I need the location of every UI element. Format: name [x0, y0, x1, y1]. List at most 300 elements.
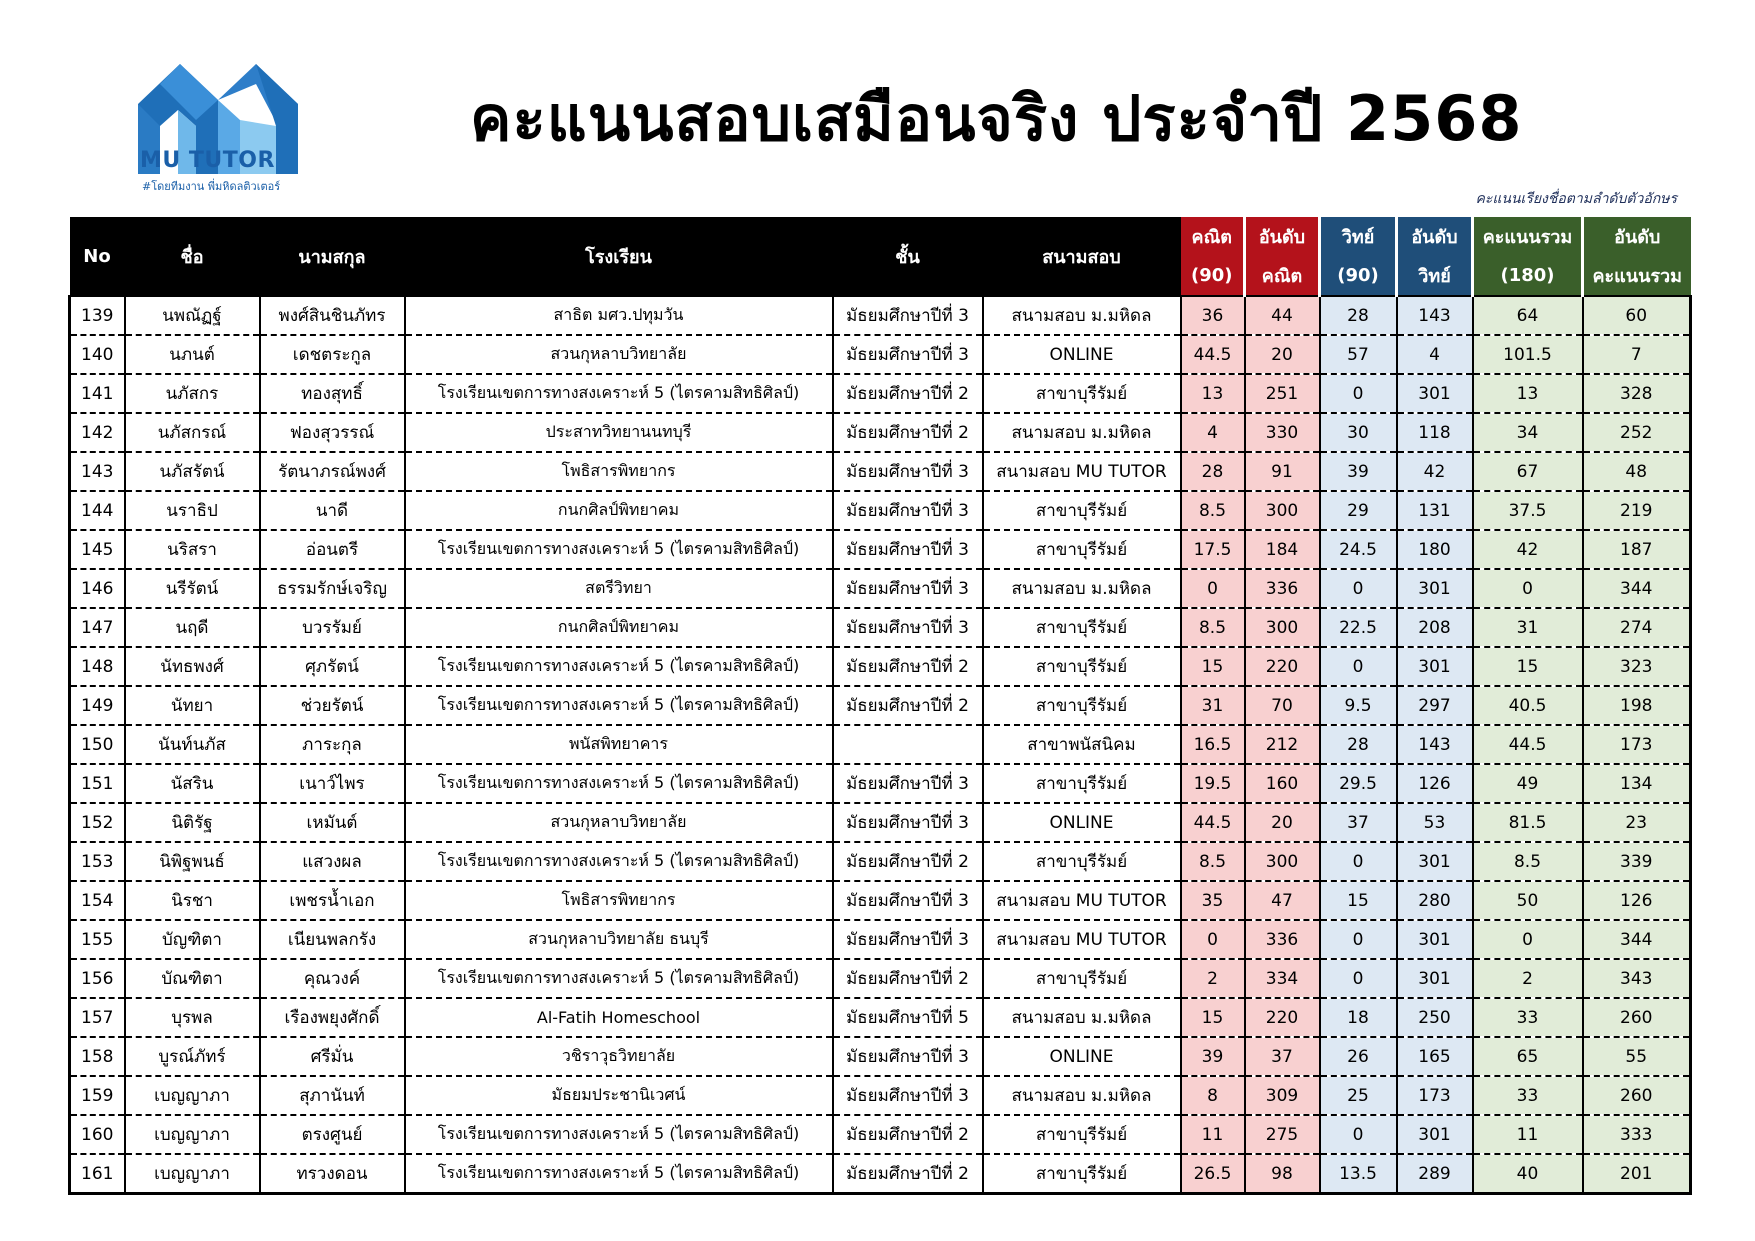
header-science-rank-sub: วิทย์ [1397, 256, 1473, 296]
science-score-cell: 37 [1320, 803, 1397, 842]
exam-venue-cell: ONLINE [983, 803, 1181, 842]
table-row [70, 335, 1691, 374]
table-row [70, 881, 1691, 920]
math-rank-cell: 309 [1245, 1076, 1320, 1115]
science-rank-cell: 250 [1397, 998, 1473, 1037]
total-rank-cell: 344 [1583, 920, 1691, 959]
student-surname-cell: เนาว์ไพร [260, 764, 405, 803]
student-name-cell: เบญญาภา [125, 1154, 260, 1194]
science-score-cell: 26 [1320, 1037, 1397, 1076]
grade-cell: มัธยมศึกษาปีที่ 5 [833, 998, 983, 1037]
science-score-cell: 29 [1320, 491, 1397, 530]
student-surname-cell: เนียนพลกรัง [260, 920, 405, 959]
table-row [70, 608, 1691, 647]
header-no: No [70, 217, 125, 296]
math-rank-cell: 300 [1245, 491, 1320, 530]
total-score-cell: 34 [1473, 413, 1583, 452]
math-score-cell: 0 [1181, 920, 1245, 959]
science-score-cell: 29.5 [1320, 764, 1397, 803]
row-no-cell: 150 [70, 725, 125, 764]
student-surname-cell: เพชรน้ำเอก [260, 881, 405, 920]
school-cell: สตรีวิทยา [405, 569, 833, 608]
student-surname-cell: ช่วยรัตน์ [260, 686, 405, 725]
row-no-cell: 144 [70, 491, 125, 530]
row-no-cell: 158 [70, 1037, 125, 1076]
row-no-cell: 160 [70, 1115, 125, 1154]
school-cell: ประสาทวิทยานนทบุรี [405, 413, 833, 452]
total-rank-cell: 55 [1583, 1037, 1691, 1076]
total-rank-cell: 323 [1583, 647, 1691, 686]
total-score-cell: 13 [1473, 374, 1583, 413]
math-score-cell: 8.5 [1181, 491, 1245, 530]
science-rank-cell: 208 [1397, 608, 1473, 647]
grade-cell: มัธยมศึกษาปีที่ 3 [833, 335, 983, 374]
total-score-cell: 50 [1473, 881, 1583, 920]
student-surname-cell: สุภานันท์ [260, 1076, 405, 1115]
brand-tagline: #โดยทีมงาน พี่มหิดลติวเตอร์ [142, 180, 281, 193]
math-rank-cell: 275 [1245, 1115, 1320, 1154]
math-rank-cell: 44 [1245, 296, 1320, 335]
science-rank-cell: 126 [1397, 764, 1473, 803]
math-rank-cell: 220 [1245, 647, 1320, 686]
math-rank-cell: 47 [1245, 881, 1320, 920]
math-score-cell: 15 [1181, 998, 1245, 1037]
row-no-cell: 155 [70, 920, 125, 959]
grade-cell: มัธยมศึกษาปีที่ 2 [833, 842, 983, 881]
math-score-cell: 19.5 [1181, 764, 1245, 803]
grade-cell: มัธยมศึกษาปีที่ 2 [833, 959, 983, 998]
grade-cell: มัธยมศึกษาปีที่ 3 [833, 1037, 983, 1076]
student-name-cell: นัทธพงศ์ [125, 647, 260, 686]
science-rank-cell: 4 [1397, 335, 1473, 374]
exam-venue-cell: สาขาพนัสนิคม [983, 725, 1181, 764]
grade-cell: มัธยมศึกษาปีที่ 2 [833, 374, 983, 413]
science-score-cell: 30 [1320, 413, 1397, 452]
exam-venue-cell: สนามสอบ MU TUTOR [983, 452, 1181, 491]
science-rank-cell: 173 [1397, 1076, 1473, 1115]
total-score-cell: 37.5 [1473, 491, 1583, 530]
header-science-rank: อันดับ [1397, 217, 1473, 256]
science-score-cell: 13.5 [1320, 1154, 1397, 1194]
student-name-cell: นริสรา [125, 530, 260, 569]
total-score-cell: 40.5 [1473, 686, 1583, 725]
brand-name: MU TUTOR [140, 148, 275, 173]
student-surname-cell: คุณวงค์ [260, 959, 405, 998]
header-science: วิทย์ [1320, 217, 1397, 256]
science-rank-cell: 301 [1397, 842, 1473, 881]
math-rank-cell: 300 [1245, 842, 1320, 881]
science-score-cell: 39 [1320, 452, 1397, 491]
row-no-cell: 145 [70, 530, 125, 569]
total-score-cell: 33 [1473, 1076, 1583, 1115]
math-rank-cell: 98 [1245, 1154, 1320, 1194]
header-math-rank-sub: คณิต [1245, 256, 1320, 296]
row-no-cell: 147 [70, 608, 125, 647]
total-rank-cell: 333 [1583, 1115, 1691, 1154]
student-name-cell: นฤดี [125, 608, 260, 647]
science-rank-cell: 42 [1397, 452, 1473, 491]
table-row [70, 569, 1691, 608]
school-cell: สวนกุหลาบวิทยาลัย [405, 335, 833, 374]
science-score-cell: 24.5 [1320, 530, 1397, 569]
student-surname-cell: ศรีมั่น [260, 1037, 405, 1076]
table-row [70, 725, 1691, 764]
grade-cell: มัธยมศึกษาปีที่ 3 [833, 530, 983, 569]
total-rank-cell: 60 [1583, 296, 1691, 335]
grade-cell: มัธยมศึกษาปีที่ 2 [833, 1115, 983, 1154]
student-surname-cell: ธรรมรักษ์เจริญ [260, 569, 405, 608]
science-score-cell: 0 [1320, 959, 1397, 998]
school-cell: โรงเรียนเขตการทางสงเคราะห์ 5 (ไตรคามสิทธิศิลป์) [405, 686, 833, 725]
student-name-cell: นพณัฏฐ์ [125, 296, 260, 335]
header-name: ชื่อ [125, 217, 260, 296]
science-score-cell: 25 [1320, 1076, 1397, 1115]
exam-venue-cell: ONLINE [983, 335, 1181, 374]
total-score-cell: 31 [1473, 608, 1583, 647]
table-row [70, 413, 1691, 452]
student-name-cell: นัสริน [125, 764, 260, 803]
row-no-cell: 161 [70, 1154, 125, 1194]
total-rank-cell: 328 [1583, 374, 1691, 413]
total-score-cell: 11 [1473, 1115, 1583, 1154]
total-score-cell: 15 [1473, 647, 1583, 686]
table-row [70, 374, 1691, 413]
student-name-cell: นิติรัฐ [125, 803, 260, 842]
science-rank-cell: 301 [1397, 647, 1473, 686]
math-score-cell: 15 [1181, 647, 1245, 686]
exam-venue-cell: สาขาบุรีรัมย์ [983, 686, 1181, 725]
exam-venue-cell: สาขาบุรีรัมย์ [983, 1115, 1181, 1154]
math-score-cell: 8.5 [1181, 608, 1245, 647]
school-cell: โรงเรียนเขตการทางสงเคราะห์ 5 (ไตรคามสิทธิศิลป์) [405, 530, 833, 569]
math-score-cell: 44.5 [1181, 335, 1245, 374]
row-no-cell: 146 [70, 569, 125, 608]
header-math-rank: อันดับ [1245, 217, 1320, 256]
student-surname-cell: รัตนาภรณ์พงศ์ [260, 452, 405, 491]
total-rank-cell: 126 [1583, 881, 1691, 920]
total-rank-cell: 187 [1583, 530, 1691, 569]
student-name-cell: เบญญาภา [125, 1076, 260, 1115]
exam-venue-cell: ONLINE [983, 1037, 1181, 1076]
exam-venue-cell: สาขาบุรีรัมย์ [983, 374, 1181, 413]
exam-venue-cell: สนามสอบ MU TUTOR [983, 881, 1181, 920]
row-no-cell: 157 [70, 998, 125, 1037]
table-row [70, 803, 1691, 842]
math-score-cell: 11 [1181, 1115, 1245, 1154]
exam-venue-cell: สาขาบุรีรัมย์ [983, 647, 1181, 686]
grade-cell: มัธยมศึกษาปีที่ 3 [833, 1076, 983, 1115]
school-cell: วชิราวุธวิทยาลัย [405, 1037, 833, 1076]
science-score-cell: 15 [1320, 881, 1397, 920]
student-surname-cell: เหมันต์ [260, 803, 405, 842]
row-no-cell: 141 [70, 374, 125, 413]
student-surname-cell: เรืองพยุงศักดิ์ [260, 998, 405, 1037]
total-score-cell: 42 [1473, 530, 1583, 569]
school-cell: โรงเรียนเขตการทางสงเคราะห์ 5 (ไตรคามสิทธิศิลป์) [405, 959, 833, 998]
math-score-cell: 2 [1181, 959, 1245, 998]
math-score-cell: 16.5 [1181, 725, 1245, 764]
science-score-cell: 0 [1320, 920, 1397, 959]
table-row [70, 998, 1691, 1037]
school-cell: กนกศิลป์พิทยาคม [405, 608, 833, 647]
school-cell: สวนกุหลาบวิทยาลัย [405, 803, 833, 842]
table-row [70, 530, 1691, 569]
table-row [70, 764, 1691, 803]
science-score-cell: 0 [1320, 842, 1397, 881]
student-surname-cell: นาดี [260, 491, 405, 530]
header-science-max: (90) [1320, 256, 1397, 296]
science-rank-cell: 301 [1397, 959, 1473, 998]
row-no-cell: 149 [70, 686, 125, 725]
total-score-cell: 49 [1473, 764, 1583, 803]
math-score-cell: 36 [1181, 296, 1245, 335]
school-cell: โพธิสารพิทยากร [405, 881, 833, 920]
header-surname: นามสกุล [260, 217, 405, 296]
math-rank-cell: 91 [1245, 452, 1320, 491]
student-surname-cell: อ่อนตรี [260, 530, 405, 569]
science-rank-cell: 297 [1397, 686, 1473, 725]
student-surname-cell: บวรรัมย์ [260, 608, 405, 647]
science-score-cell: 28 [1320, 725, 1397, 764]
science-score-cell: 28 [1320, 296, 1397, 335]
math-score-cell: 39 [1181, 1037, 1245, 1076]
row-no-cell: 139 [70, 296, 125, 335]
total-rank-cell: 23 [1583, 803, 1691, 842]
science-rank-cell: 301 [1397, 1115, 1473, 1154]
sort-note: คะแนนเรียงชื่อตามลำดับตัวอักษร [1475, 191, 1677, 207]
science-rank-cell: 53 [1397, 803, 1473, 842]
science-score-cell: 0 [1320, 1115, 1397, 1154]
total-rank-cell: 252 [1583, 413, 1691, 452]
school-cell: โรงเรียนเขตการทางสงเคราะห์ 5 (ไตรคามสิทธิศิลป์) [405, 647, 833, 686]
table-row [70, 1154, 1691, 1194]
math-score-cell: 28 [1181, 452, 1245, 491]
math-rank-cell: 184 [1245, 530, 1320, 569]
table-row [70, 491, 1691, 530]
science-score-cell: 0 [1320, 647, 1397, 686]
math-rank-cell: 336 [1245, 920, 1320, 959]
student-name-cell: บุรพล [125, 998, 260, 1037]
exam-venue-cell: สนามสอบ ม.มหิดล [983, 413, 1181, 452]
total-score-cell: 40 [1473, 1154, 1583, 1194]
science-rank-cell: 301 [1397, 374, 1473, 413]
math-score-cell: 44.5 [1181, 803, 1245, 842]
total-score-cell: 81.5 [1473, 803, 1583, 842]
table-row [70, 959, 1691, 998]
total-score-cell: 64 [1473, 296, 1583, 335]
student-name-cell: นัทยา [125, 686, 260, 725]
grade-cell: มัธยมศึกษาปีที่ 3 [833, 803, 983, 842]
science-rank-cell: 301 [1397, 569, 1473, 608]
grade-cell: มัธยมศึกษาปีที่ 3 [833, 452, 983, 491]
total-rank-cell: 344 [1583, 569, 1691, 608]
table-row [70, 842, 1691, 881]
science-score-cell: 0 [1320, 374, 1397, 413]
grade-cell: มัธยมศึกษาปีที่ 2 [833, 1154, 983, 1194]
student-name-cell: นิพิฐพนธ์ [125, 842, 260, 881]
student-surname-cell: ศุภรัตน์ [260, 647, 405, 686]
total-score-cell: 8.5 [1473, 842, 1583, 881]
total-score-cell: 101.5 [1473, 335, 1583, 374]
score-table-body [70, 296, 1691, 1194]
grade-cell: มัธยมศึกษาปีที่ 3 [833, 608, 983, 647]
exam-venue-cell: สนามสอบ ม.มหิดล [983, 1076, 1181, 1115]
row-no-cell: 143 [70, 452, 125, 491]
math-score-cell: 26.5 [1181, 1154, 1245, 1194]
science-rank-cell: 118 [1397, 413, 1473, 452]
total-rank-cell: 343 [1583, 959, 1691, 998]
header-grade: ชั้น [833, 217, 983, 296]
table-row [70, 1115, 1691, 1154]
student-surname-cell: ภาระกุล [260, 725, 405, 764]
school-cell: สาธิต มศว.ปทุมวัน [405, 296, 833, 335]
math-rank-cell: 334 [1245, 959, 1320, 998]
header-total-max: (180) [1473, 256, 1583, 296]
math-score-cell: 8 [1181, 1076, 1245, 1115]
exam-venue-cell: สาขาบุรีรัมย์ [983, 491, 1181, 530]
total-score-cell: 65 [1473, 1037, 1583, 1076]
total-rank-cell: 339 [1583, 842, 1691, 881]
student-name-cell: เบญญาภา [125, 1115, 260, 1154]
row-no-cell: 142 [70, 413, 125, 452]
math-rank-cell: 70 [1245, 686, 1320, 725]
row-no-cell: 153 [70, 842, 125, 881]
math-rank-cell: 336 [1245, 569, 1320, 608]
science-rank-cell: 280 [1397, 881, 1473, 920]
page-title: คะแนนสอบเสมือนจริง ประจำปี 2568 [470, 82, 1523, 155]
total-score-cell: 67 [1473, 452, 1583, 491]
grade-cell: มัธยมศึกษาปีที่ 3 [833, 569, 983, 608]
total-rank-cell: 48 [1583, 452, 1691, 491]
student-name-cell: นภัสกร [125, 374, 260, 413]
exam-venue-cell: สาขาบุรีรัมย์ [983, 959, 1181, 998]
science-rank-cell: 131 [1397, 491, 1473, 530]
total-rank-cell: 134 [1583, 764, 1691, 803]
science-score-cell: 9.5 [1320, 686, 1397, 725]
math-score-cell: 17.5 [1181, 530, 1245, 569]
table-row [70, 1076, 1691, 1115]
exam-venue-cell: สนามสอบ ม.มหิดล [983, 998, 1181, 1037]
total-rank-cell: 201 [1583, 1154, 1691, 1194]
grade-cell: มัธยมศึกษาปีที่ 3 [833, 920, 983, 959]
science-rank-cell: 143 [1397, 725, 1473, 764]
score-table [68, 217, 1692, 1195]
math-score-cell: 8.5 [1181, 842, 1245, 881]
header-total-rank-sub: คะแนนรวม [1583, 256, 1691, 296]
total-score-cell: 2 [1473, 959, 1583, 998]
student-name-cell: นภัสกรณ์ [125, 413, 260, 452]
grade-cell: มัธยมศึกษาปีที่ 2 [833, 686, 983, 725]
exam-venue-cell: สาขาบุรีรัมย์ [983, 530, 1181, 569]
grade-cell: มัธยมศึกษาปีที่ 2 [833, 647, 983, 686]
school-cell: โรงเรียนเขตการทางสงเคราะห์ 5 (ไตรคามสิทธิศิลป์) [405, 764, 833, 803]
exam-venue-cell: สาขาบุรีรัมย์ [983, 608, 1181, 647]
math-rank-cell: 330 [1245, 413, 1320, 452]
row-no-cell: 140 [70, 335, 125, 374]
total-rank-cell: 7 [1583, 335, 1691, 374]
grade-cell: มัธยมศึกษาปีที่ 3 [833, 881, 983, 920]
math-rank-cell: 37 [1245, 1037, 1320, 1076]
school-cell: สวนกุหลาบวิทยาลัย ธนบุรี [405, 920, 833, 959]
table-row [70, 296, 1691, 335]
header-total: คะแนนรวม [1473, 217, 1583, 256]
exam-venue-cell: สนามสอบ MU TUTOR [983, 920, 1181, 959]
total-rank-cell: 260 [1583, 998, 1691, 1037]
math-score-cell: 35 [1181, 881, 1245, 920]
grade-cell [833, 725, 983, 764]
school-cell: โรงเรียนเขตการทางสงเคราะห์ 5 (ไตรคามสิทธิศิลป์) [405, 842, 833, 881]
math-score-cell: 0 [1181, 569, 1245, 608]
row-no-cell: 154 [70, 881, 125, 920]
header-venue: สนามสอบ [983, 217, 1181, 296]
school-cell: โพธิสารพิทยากร [405, 452, 833, 491]
school-cell: Al-Fatih Homeschool [405, 998, 833, 1037]
student-name-cell: นันท์นภัส [125, 725, 260, 764]
exam-venue-cell: สนามสอบ ม.มหิดล [983, 569, 1181, 608]
exam-venue-cell: สาขาบุรีรัมย์ [983, 842, 1181, 881]
header-math-max: (90) [1181, 256, 1245, 296]
student-name-cell: นิรชา [125, 881, 260, 920]
row-no-cell: 148 [70, 647, 125, 686]
total-score-cell: 0 [1473, 569, 1583, 608]
table-row [70, 647, 1691, 686]
grade-cell: มัธยมศึกษาปีที่ 3 [833, 491, 983, 530]
school-cell: มัธยมประชานิเวศน์ [405, 1076, 833, 1115]
row-no-cell: 159 [70, 1076, 125, 1115]
school-cell: โรงเรียนเขตการทางสงเคราะห์ 5 (ไตรคามสิทธิศิลป์) [405, 374, 833, 413]
science-rank-cell: 289 [1397, 1154, 1473, 1194]
student-surname-cell: แสวงผล [260, 842, 405, 881]
math-rank-cell: 20 [1245, 335, 1320, 374]
total-rank-cell: 173 [1583, 725, 1691, 764]
header-school: โรงเรียน [405, 217, 833, 296]
student-name-cell: นรีรัตน์ [125, 569, 260, 608]
table-row [70, 1037, 1691, 1076]
math-rank-cell: 212 [1245, 725, 1320, 764]
student-surname-cell: พงศ์สินชินภัทร [260, 296, 405, 335]
science-rank-cell: 301 [1397, 920, 1473, 959]
total-rank-cell: 274 [1583, 608, 1691, 647]
math-score-cell: 4 [1181, 413, 1245, 452]
exam-venue-cell: สาขาบุรีรัมย์ [983, 1154, 1181, 1194]
total-rank-cell: 260 [1583, 1076, 1691, 1115]
header-math: คณิต [1181, 217, 1245, 256]
science-rank-cell: 180 [1397, 530, 1473, 569]
science-score-cell: 22.5 [1320, 608, 1397, 647]
exam-venue-cell: สนามสอบ ม.มหิดล [983, 296, 1181, 335]
science-score-cell: 18 [1320, 998, 1397, 1037]
row-no-cell: 156 [70, 959, 125, 998]
school-cell: กนกศิลป์พิทยาคม [405, 491, 833, 530]
exam-venue-cell: สาขาบุรีรัมย์ [983, 764, 1181, 803]
student-name-cell: บูรณ์ภัทร์ [125, 1037, 260, 1076]
school-cell: โรงเรียนเขตการทางสงเคราะห์ 5 (ไตรคามสิทธิศิลป์) [405, 1115, 833, 1154]
table-row [70, 686, 1691, 725]
student-name-cell: นราธิป [125, 491, 260, 530]
math-score-cell: 13 [1181, 374, 1245, 413]
science-rank-cell: 165 [1397, 1037, 1473, 1076]
total-score-cell: 33 [1473, 998, 1583, 1037]
student-surname-cell: ทรวงดอน [260, 1154, 405, 1194]
school-cell: พนัสพิทยาคาร [405, 725, 833, 764]
header-total-rank: อันดับ [1583, 217, 1691, 256]
school-cell: โรงเรียนเขตการทางสงเคราะห์ 5 (ไตรคามสิทธิศิลป์) [405, 1154, 833, 1194]
math-rank-cell: 220 [1245, 998, 1320, 1037]
total-rank-cell: 198 [1583, 686, 1691, 725]
student-surname-cell: เดชตระกูล [260, 335, 405, 374]
student-name-cell: นภัสรัตน์ [125, 452, 260, 491]
student-name-cell: บัญฑิตา [125, 920, 260, 959]
